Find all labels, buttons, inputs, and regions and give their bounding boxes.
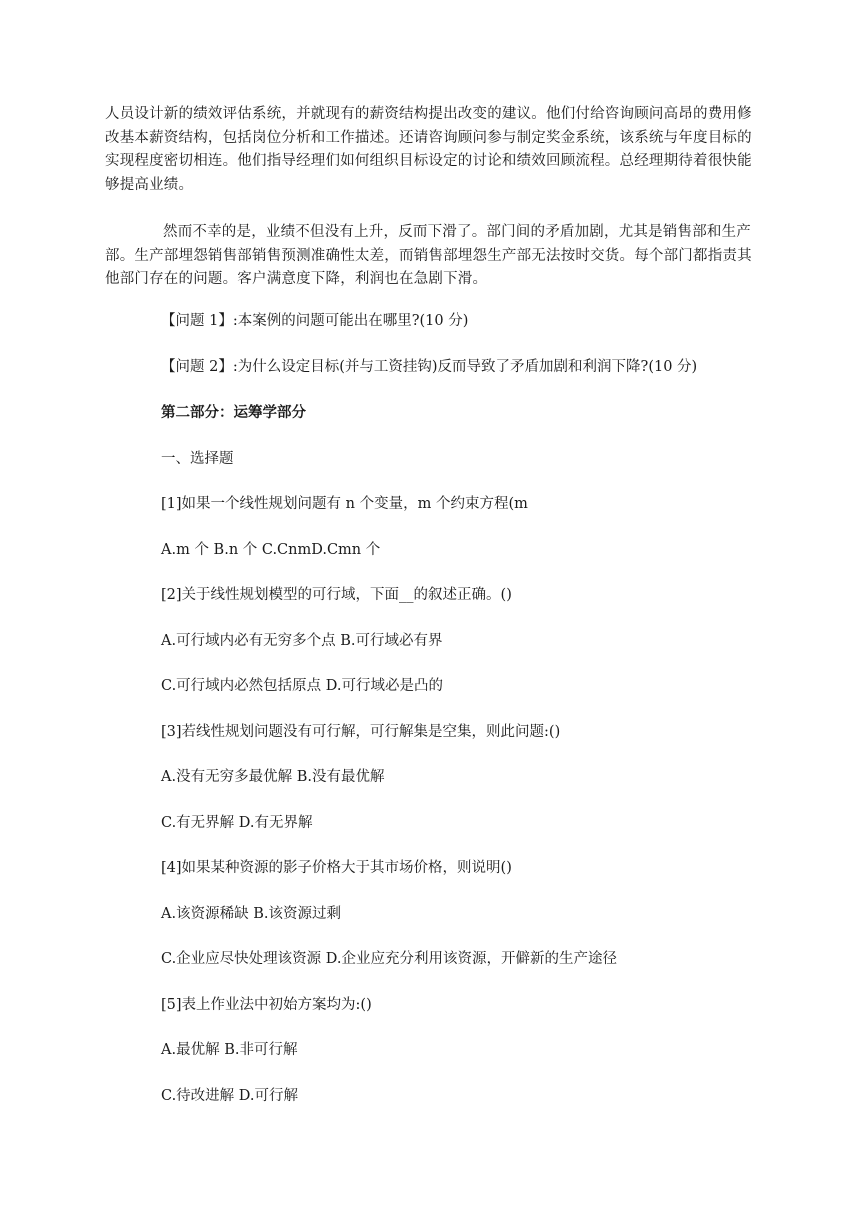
question-2-label: 【问题 2】: <box>161 359 238 375</box>
question-item: [3]若线性规划问题没有可行解，可行解集是空集，则此问题:() <box>161 724 561 740</box>
question-item: [1]如果一个线性规划问题有 n 个变量，m 个约束方程(m <box>161 496 528 512</box>
question-item: [2]关于线性规划模型的可行域，下面__的叙述正确。() <box>161 587 512 603</box>
option-line: C.有无界解 D.有无界解 <box>161 815 313 831</box>
section-subtitle: 一、选择题 <box>161 451 234 467</box>
question-2-text: 为什么设定目标(并与工资挂钩)反而导致了矛盾加剧和利润下降?(10 分) <box>237 359 698 375</box>
option-line: A.m 个 B.n 个 C.CnmD.Cmn 个 <box>161 542 381 558</box>
question-1 <box>161 311 468 331</box>
question-2 <box>161 357 697 377</box>
option-line: A.该资源稀缺 B.该资源过剩 <box>161 906 341 922</box>
question-1-label: 【问题 1】: <box>161 313 238 329</box>
question-item: [5]表上作业法中初始方案均为:() <box>161 997 372 1013</box>
option-line: C.可行域内必然包括原点 D.可行域必是凸的 <box>161 678 444 694</box>
option-line: C.企业应尽快处理该资源 D.企业应充分利用该资源，开僻新的生产途径 <box>161 951 618 967</box>
paragraph-intro: 人员设计新的绩效评估系统，并就现有的薪资结构提出改变的建议。他们付给咨询顾问高昂的费用修改基本薪资结构，包括岗位分析和工作描述。还请咨询顾问参与制定奖金系统，该系统与年度目标的实现程度密切相连。他们指导经理们如何组织目标设定的讨论和绩效回顾流程。总经理期待着很快能够提高业绩。 <box>105 106 752 193</box>
option-line: C.待改进解 D.可行解 <box>161 1088 299 1104</box>
option-line: A.最优解 B.非可行解 <box>161 1042 298 1058</box>
paragraph-decline: 然而不幸的是，业绩不但没有上升，反而下滑了。部门间的矛盾加剧，尤其是销售部和生产部。生产部埋怨销售部销售预测准确性太差，而销售部埋怨生产部无法按时交货。每个部门都指责其他部门存在的问题。客户满意度下降，利润也在急剧下滑。 <box>105 224 752 287</box>
option-line: A.没有无穷多最优解 B.没有最优解 <box>161 769 385 785</box>
question-item: [4]如果某种资源的影子价格大于其市场价格，则说明() <box>161 860 512 876</box>
question-1-text: 本案例的问题可能出在哪里?(10 分) <box>237 313 469 329</box>
section-title: 第二部分：运筹学部分 <box>161 404 306 421</box>
option-line: A.可行域内必有无穷多个点 B.可行域必有界 <box>161 633 443 649</box>
